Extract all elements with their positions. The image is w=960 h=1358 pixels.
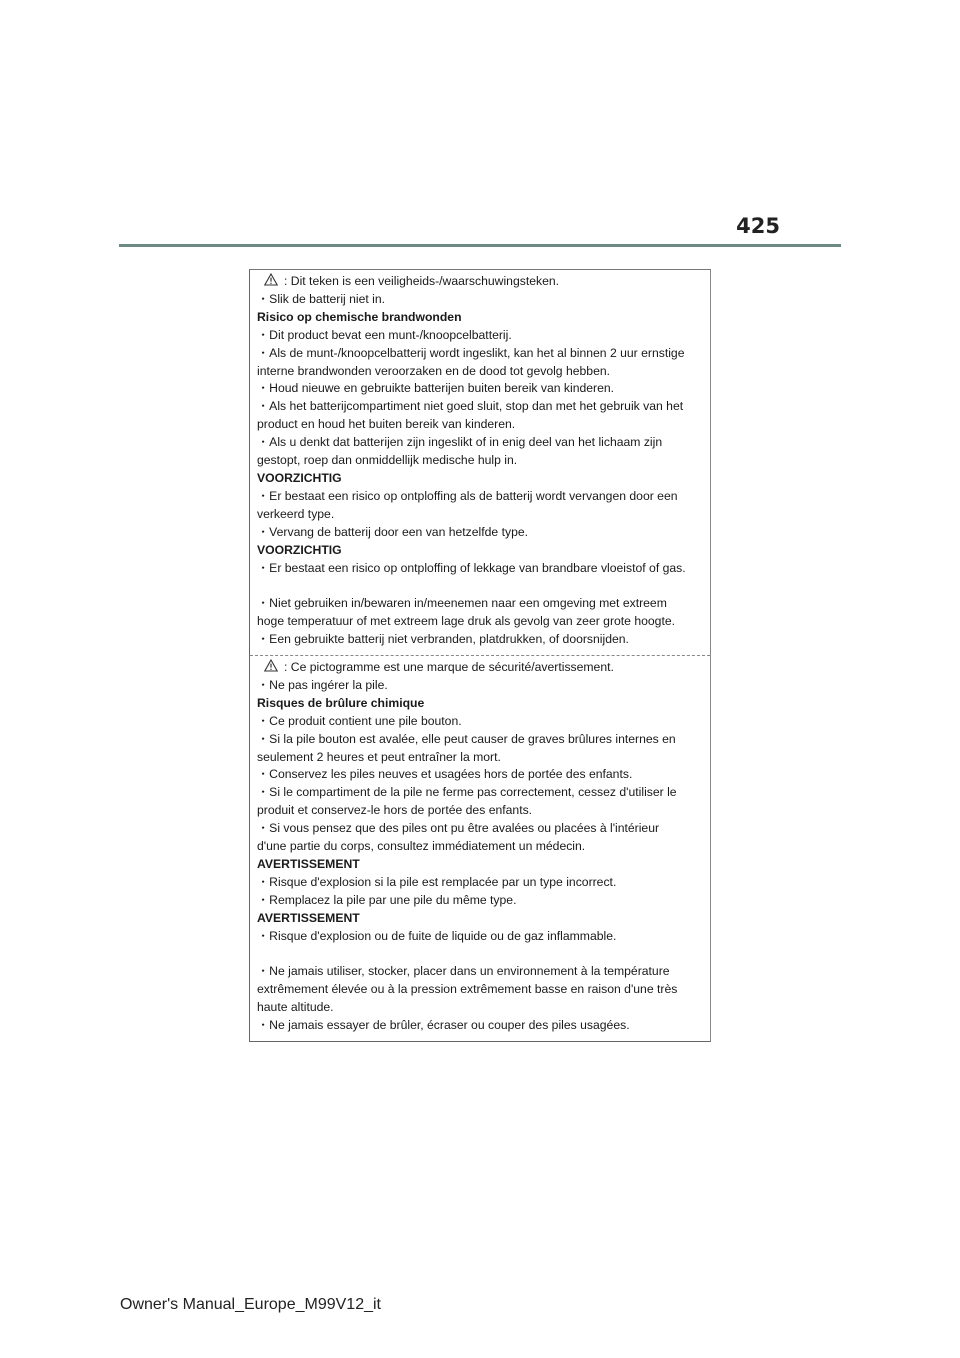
- notice-line: ・Ne pas ingérer la pile.: [257, 677, 388, 692]
- notice-line: ・Niet gebruiken in/bewaren in/meenemen naar een omgeving met extreem: [257, 596, 667, 611]
- notice-heading: AVERTISSEMENT: [257, 910, 360, 925]
- notice-line: : Ce pictogramme est une marque de sécurité/avertissement.: [257, 659, 702, 677]
- notice-line: ・Een gebruikte batterij niet verbranden, platdrukken, of doorsnijden.: [257, 632, 629, 647]
- notice-line: ・Ce produit contient une pile bouton.: [257, 713, 462, 728]
- notice-dutch: [250, 270, 710, 655]
- notice-blank-line: [257, 577, 702, 595]
- warning-triangle-icon: [264, 659, 278, 672]
- notice-line: ・Er bestaat een risico op ontploffing als de batterij wordt vervangen door een: [257, 488, 678, 503]
- page-number: 425: [736, 214, 780, 238]
- notice-heading: Risico op chemische brandwonden: [257, 309, 462, 324]
- notice-heading: VOORZICHTIG: [257, 542, 342, 557]
- notice-line: ・Ne jamais utiliser, stocker, placer dans un environnement à la température: [257, 964, 670, 979]
- notice-line: product en houd het buiten bereik van kinderen.: [257, 417, 516, 432]
- notice-line: produit et conservez-le hors de portée des enfants.: [257, 803, 533, 818]
- notice-line: ・Houd nieuwe en gebruikte batterijen buiten bereik van kinderen.: [257, 381, 615, 396]
- notice-line: ・Slik de batterij niet in.: [257, 291, 386, 306]
- notice-line: ・Risque d'explosion si la pile est remplacée par un type incorrect.: [257, 874, 617, 889]
- notice-line: ・Als u denkt dat batterijen zijn ingeslikt of in enig deel van het lichaam zijn: [257, 435, 663, 450]
- notice-heading: Risques de brûlure chimique: [257, 695, 425, 710]
- notice-line: ・Si la pile bouton est avalée, elle peut causer de graves brûlures internes en: [257, 731, 676, 746]
- notice-line: hoge temperatuur of met extreem lage druk als gevolg van zeer grote hoogte.: [257, 614, 676, 629]
- notice-line: ・Conservez les piles neuves et usagées hors de portée des enfants.: [257, 767, 633, 782]
- notice-line: verkeerd type.: [257, 506, 335, 521]
- notice-line: ・Risque d'explosion ou de fuite de liquide ou de gaz inflammable.: [257, 928, 617, 943]
- notice-line: ・Si vous pensez que des piles ont pu être avalées ou placées à l'intérieur: [257, 821, 660, 836]
- notice-line: d'une partie du corps, consultez immédiatement un médecin.: [257, 839, 586, 854]
- notice-line: extrêmement élevée ou à la pression extrêmement basse en raison d'une très: [257, 982, 678, 997]
- notice-heading: VOORZICHTIG: [257, 470, 342, 485]
- notice-line: ・Si le compartiment de la pile ne ferme pas correctement, cessez d'utiliser le: [257, 785, 677, 800]
- warning-triangle-icon: [264, 273, 278, 286]
- header-divider: [119, 244, 841, 247]
- battery-warning-notice: [249, 269, 711, 1042]
- notice-line: haute altitude.: [257, 1000, 334, 1015]
- notice-line: seulement 2 heures et peut entraîner la mort.: [257, 749, 501, 764]
- notice-line: ・Ne jamais essayer de brûler, écraser ou couper des piles usagées.: [257, 1018, 630, 1033]
- notice-line: gestopt, roep dan onmiddellijk medische hulp in.: [257, 453, 518, 468]
- notice-line: : Dit teken is een veiligheids-/waarschuwingsteken.: [257, 273, 702, 291]
- notice-blank-line: [257, 946, 702, 964]
- notice-line: ・Remplacez la pile par une pile du même type.: [257, 892, 517, 907]
- notice-line: ・Als de munt-/knoopcelbatterij wordt ingeslikt, kan het al binnen 2 uur ernstige: [257, 345, 685, 360]
- notice-line: ・Dit product bevat een munt-/knoopcelbatterij.: [257, 327, 512, 342]
- notice-french: [250, 655, 710, 1041]
- notice-line: ・Als het batterijcompartiment niet goed sluit, stop dan met het gebruik van het: [257, 399, 684, 414]
- notice-line: ・Vervang de batterij door een van hetzelfde type.: [257, 524, 529, 539]
- notice-line: interne brandwonden veroorzaken en de dood tot gevolg hebben.: [257, 363, 611, 378]
- notice-line: ・Er bestaat een risico op ontploffing of lekkage van brandbare vloeistof of gas.: [257, 560, 686, 575]
- notice-heading: AVERTISSEMENT: [257, 856, 360, 871]
- footer-document-id: Owner's Manual_Europe_M99V12_it: [120, 1296, 381, 1313]
